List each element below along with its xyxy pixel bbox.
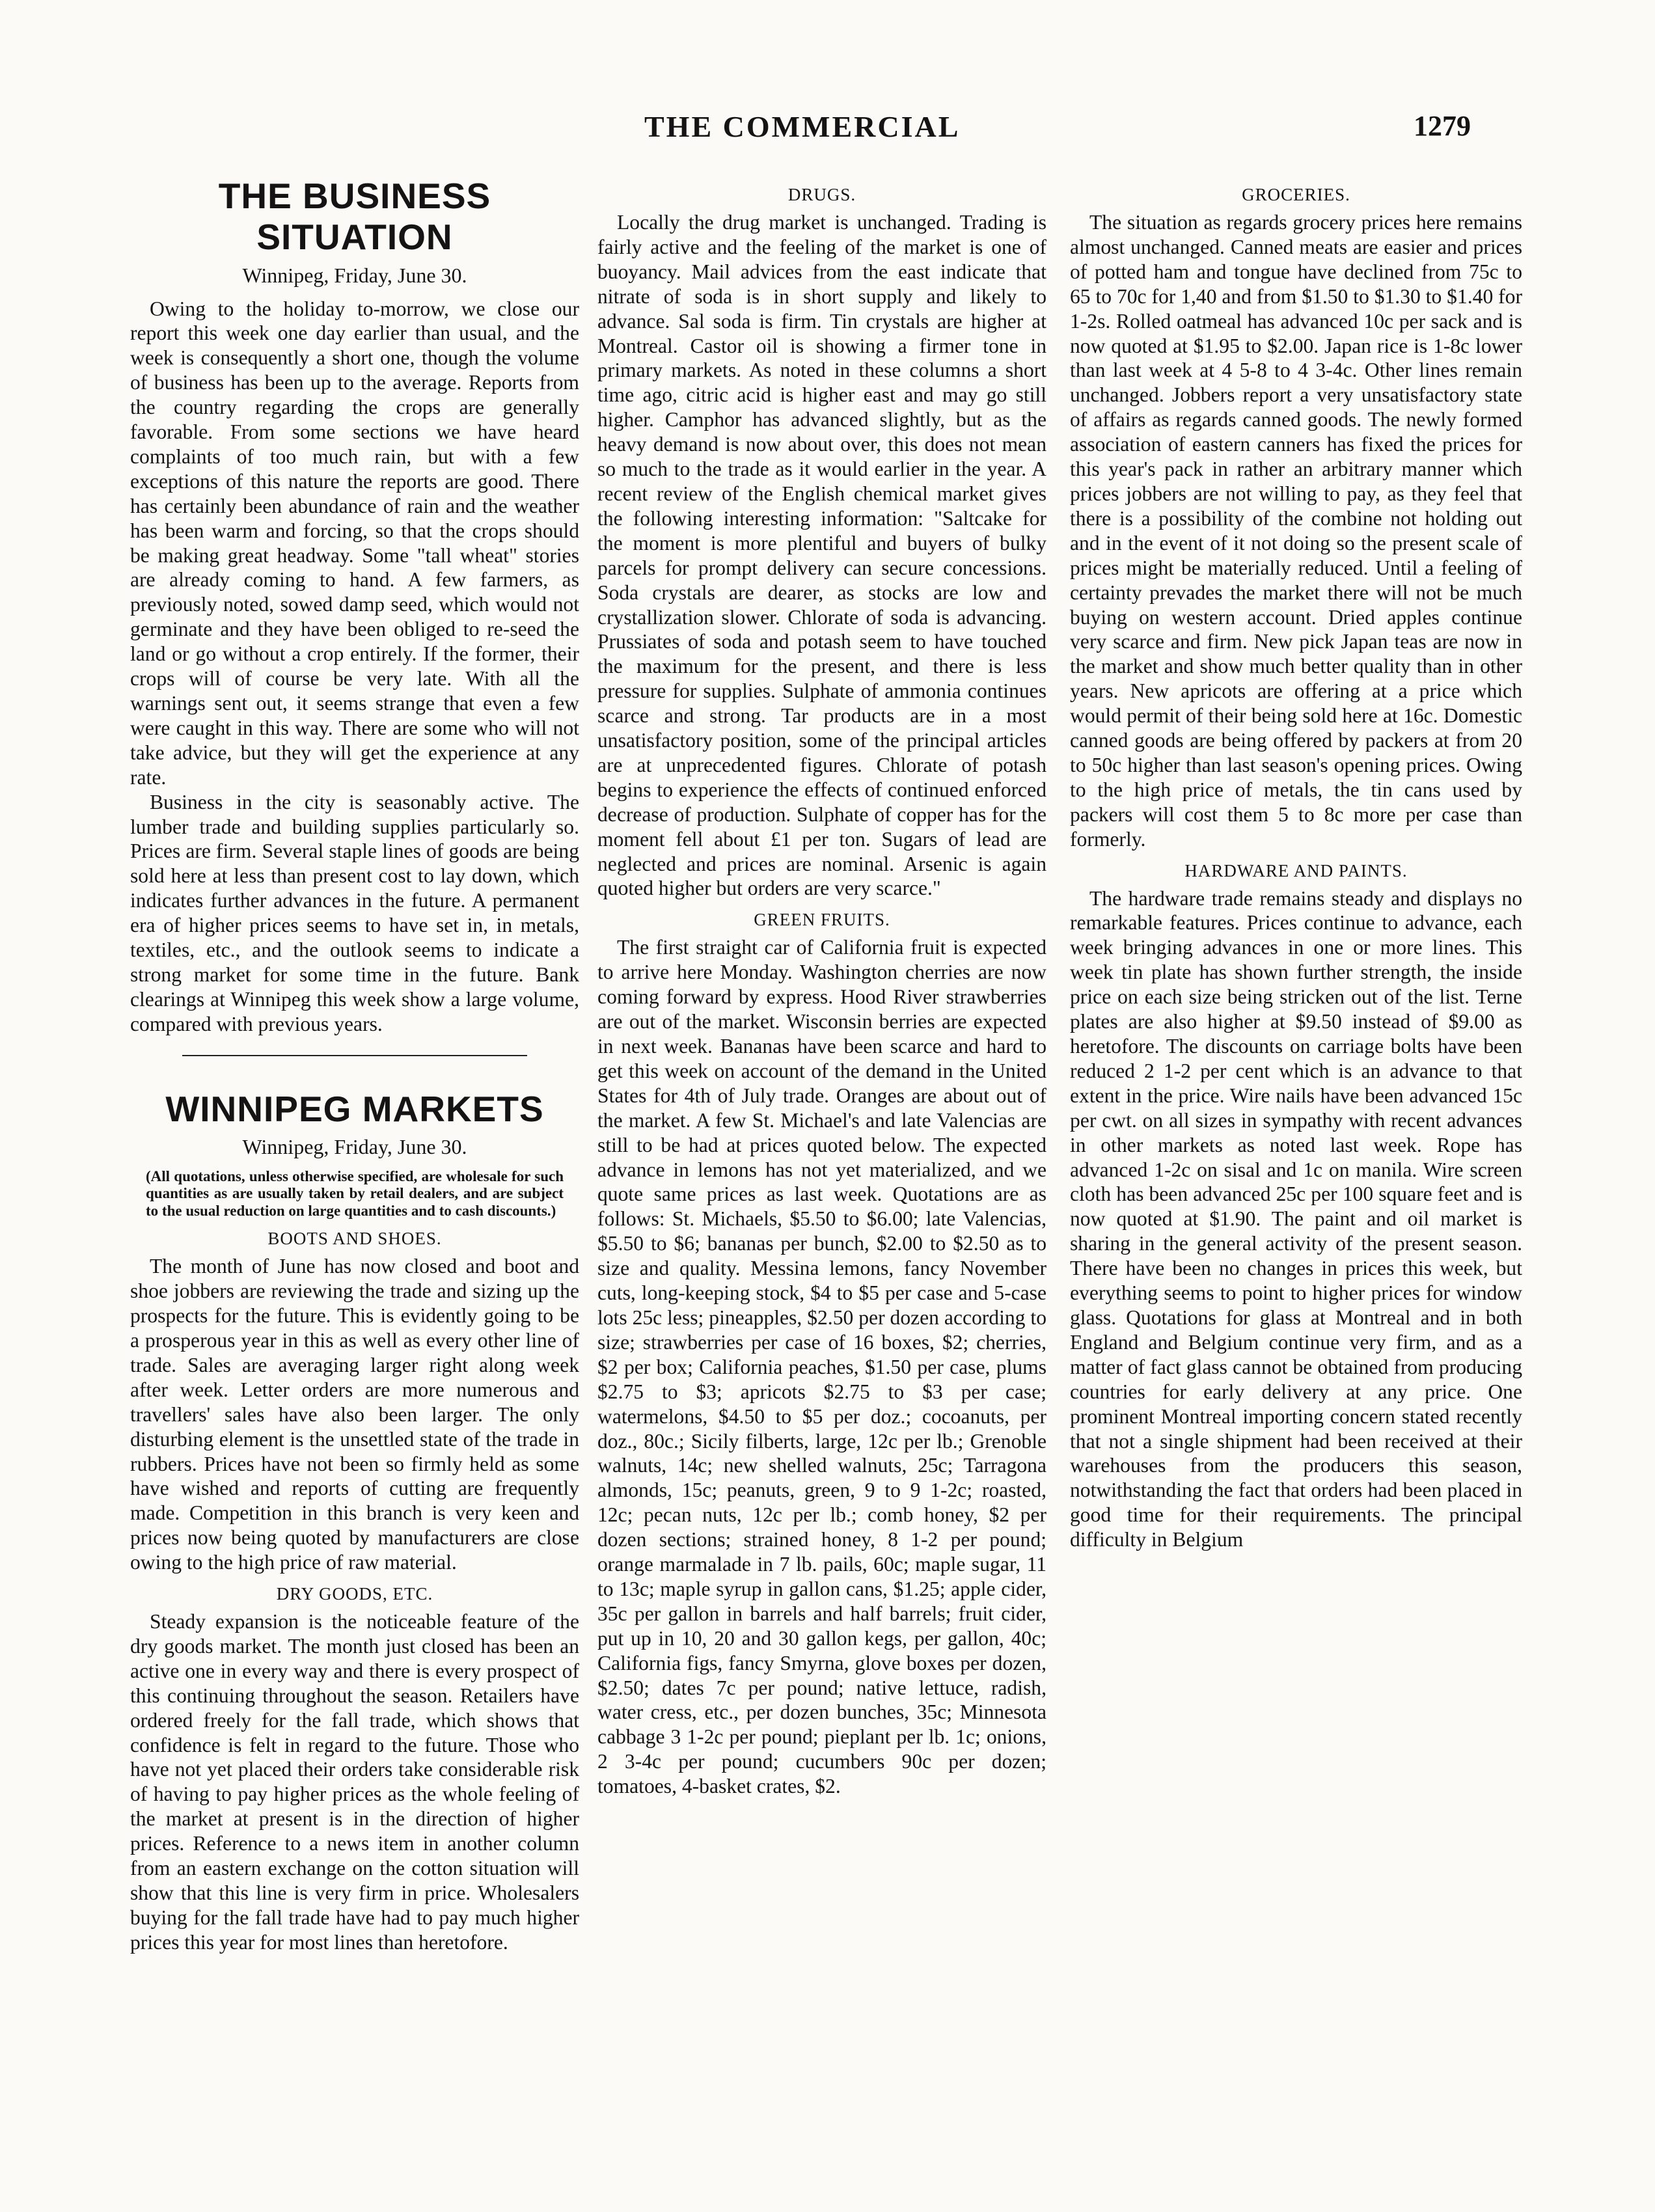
boots-shoes-text: The month of June has now closed and boot and shoe jobbers are reviewing the trade and sizing up the prospects for the future. This is evidently going to be a prosperous year in this as well as every other line of trade. Sales are averaging larger right along week after week. Letter orders are more numerous and travellers' sales have also been larger. The only disturbing element is the unsettled state of the trade in rubbers. Prices have not been so firmly held as some have wished and reports of cutting are frequently made. Competition in this branch is very keen and prices now being quoted by manufacturers are close owing to the high price of raw material.	[130, 1255, 579, 1574]
dry-goods-heading: DRY GOODS, ETC.	[276, 1584, 433, 1604]
publication-title: THE COMMERCIAL	[644, 110, 961, 143]
column-3	[1070, 176, 1522, 2174]
running-header	[0, 109, 1655, 155]
winnipeg-markets-heading: WINNIPEG MARKETS	[165, 1088, 544, 1129]
business-situation-paragraph-2: Business in the city is seasonably active. The lumber trade and building supplies particularly so. Prices are firm. Several staple lines of goods are being sold here at less than present cost to lay down, which indicates further advances in the future. A permanent era of higher prices seems to have set in, in metals, textiles, etc., and the outlook seems to indicate a strong market for some time in the future. Bank clearings at Winnipeg this week show a large volume, compared with previous years.	[130, 790, 579, 1035]
business-situation-heading: THE BUSINESS SITUATION	[218, 176, 491, 258]
boots-shoes-heading: BOOTS AND SHOES.	[267, 1229, 442, 1249]
groceries-text: The situation as regards grocery prices here remains almost unchanged. Canned meats are easier and prices of potted ham and tongue have declined from 75c to 65 to 70c for 1,40 and from $1.50 to $1.30 to $1.40 for 1-2s. Rolled oatmeal has advanced 10c per sack and is now quoted at $1.95 to $2.00. Japan rice is 1-8c lower than last week at 4 5-8 to 4 3-4c. Other lines remain unchanged. Jobbers report a very unsatisfactory state of affairs as regards canned goods. The newly formed association of eastern canners has fixed the prices for this year's pack in rather an arbitrary manner which prices jobbers are not willing to pay, as they feel that there is a possibility of the combine not holding out and in the event of it not doing so the present scale of prices might be materially reduced. Until a feeling of certainty prevades the market there will not be much buying on western account. Dried apples continue very scarce and firm. New pick Japan teas are now in the market and show much better quality than in other years. New apricots are offering at a price which would permit of their being sold here at 16c. Domestic canned goods are being offered by packers at from 20 to 50c higher than last season's opening prices. Owing to the high price of metals, the tin cans used by packers will cost them 5 to 8c more per case than formerly.	[1070, 211, 1522, 851]
business-situation-paragraph-1: Owing to the holiday to-morrow, we close our report this week one day earlier than usual, and the week is consequently a short one, though the volume of business has been up to the average. Reports from the country regarding the crops are generally favorable. From some sections we have heard complaints of too much rain, but with a few exceptions of this nature the reports are good. There has certainly been abundance of rain and the weather has been warm and forcing, so that the crops should be making great headway. Some "tall wheat" stories are already coming to hand. A few farmers, as previously noted, sowed damp seed, which would not germinate and they have been obliged to re-seed the land or go without a crop entirely. If the former, their crops will of course be very late. With all the warnings sent out, it seems strange that even a few were caught in this way. There are some who will not take advice, but they will get the experience at any rate.	[130, 297, 579, 789]
groceries-heading: GROCERIES.	[1242, 185, 1350, 204]
green-fruits-heading: GREEN FRUITS.	[754, 910, 890, 930]
drugs-text: Locally the drug market is unchanged. Trading is fairly active and the feeling of the market is one of buoyancy. Mail advices from the east indicate that nitrate of soda is in short supply and likely to advance. Sal soda is firm. Tin crystals are higher at Montreal. Castor oil is showing a firmer tone in primary markets. As noted in these columns a short time ago, citric acid is higher east and may go still higher. Camphor has advanced slightly, but as the heavy demand is now about over, this does not mean so much to the trade as it would earlier in the year. A recent review of the English chemical market gives the following interesting information: "Saltcake for the moment is more plentiful and buyers of bulky parcels for prompt delivery can secure concessions. Soda crystals are dearer, as stocks are low and crystallization slower. Chlorate of soda is advancing. Prussiates of soda and potash seem to have touched the maximum for the present, and there is less pressure for supplies. Sulphate of ammonia continues scarce and strong. Tar products are in a most unsatisfactory position, some of the principal articles are at unprecedented figures. Chlorate of potash begins to experience the effects of continued enforced decrease of production. Sulphate of copper has for the moment fell about £1 per ton. Sugars of lead are neglected and prices are nominal. Arsenic is again quoted higher but orders are very scarce."	[597, 211, 1046, 900]
business-situation-dateline: Winnipeg, Friday, June 30.	[242, 263, 467, 287]
page-number: 1279	[1414, 110, 1471, 142]
column-2	[597, 176, 1046, 2174]
quotations-note: (All quotations, unless otherwise specified, are wholesale for such quantities as are usually taken by retail dealers, and are subject to the usual reduction on large quantities and to cash discounts.)	[146, 1167, 564, 1219]
column-1	[130, 176, 579, 2174]
dry-goods-text: Steady expansion is the noticeable feature of the dry goods market. The month just closed has been an active one in every way and there is every prospect of this continuing throughout the season. Retailers have ordered freely for the fall trade, which shows that confidence is felt in regard to the future. Those who have not yet placed their orders take considerable risk of having to pay higher prices as the whole feeling of the market at present is in the direction of higher prices. Reference to a news item in another column from an eastern exchange on the cotton situation will show that this line is very firm in price. Wholesalers buying for the fall trade have had to pay much higher prices this year for most lines than heretofore.	[130, 1610, 579, 1954]
section-divider	[182, 1055, 527, 1056]
drugs-heading: DRUGS.	[787, 185, 856, 204]
hardware-paints-text: The hardware trade remains steady and displays no remarkable features. Prices continue to advance, each week bringing advances in one or more lines. This week tin plate has shown further strength, the inside price on each size being stricken out of the list. Terne plates are also higher at $9.50 instead of $9.00 as heretofore. The discounts on carriage bolts have been reduced 2 1-2 per cent which is an advance to that extent in the price. Wire nails have been advanced 15c per cwt. on all sizes in sympathy with recent advances in other markets as noted last week. Rope has advanced 1-2c on sisal and 1c on manila. Wire screen cloth has been advanced 25c per 100 square feet and is now quoted at $1.90. The paint and oil market is sharing in the general activity of the present season. There have been no changes in prices this week, but everything seems to point to higher prices for window glass. Quotations for glass at Montreal and in both England and Belgium continue very firm, and as a matter of fact glass cannot be obtained from producing countries for early delivery at any price. One prominent Montreal importing concern stated recently that not a single shipment had been received at their warehouses from the producers this season, notwithstanding the fact that orders had been placed in good time for their requirements. The principal difficulty in Belgium	[1070, 886, 1522, 1551]
winnipeg-markets-dateline: Winnipeg, Friday, June 30.	[242, 1134, 467, 1158]
hardware-paints-heading: HARDWARE AND PAINTS.	[1184, 860, 1408, 881]
green-fruits-text: The first straight car of California fruit is expected to arrive here Monday. Washington cherries are now coming forward by express. Hood River strawberries are out of the market. Wisconsin berries are expected in next week. Bananas have been scarce and hard to get this week on account of the demand in the United States for 4th of July trade. Oranges are about out of the market. A few St. Michael's and late Valencias are still to be had at prices quoted below. The expected advance in lemons has not yet materialized, and we quote same prices as last week. Quotations are as follows: St. Michaels, $5.50 to $6.00; late Valencias, $5.50 to $6; bananas per bunch, $2.00 to $2.50 as to size and quality. Messina lemons, fancy November cuts, long-keeping stock, $4 to $5 per case and 5-case lots 25c less; pineapples, $2.50 per dozen according to size; strawberries per case of 16 boxes, $2; cherries, $2 per box; California peaches, $1.50 per case, plums $2.75 to $3; apricots $2.75 to $3 per case; watermelons, $4.50 to $5 per doz.; cocoanuts, per doz., 80c.; Sicily filberts, large, 12c per lb.; Grenoble walnuts, 14c; new shelled walnuts, 25c; Tarragona almonds, 15c; peanuts, green, 9 to 9 1-2c; roasted, 12c; pecan nuts, 12c per lb.; comb honey, $2 per dozen sections; strained honey, 8 1-2 per pound; orange marmalade in 7 lb. pails, 60c; maple sugar, 11 to 13c; maple syrup in gallon cans, $1.25; apple cider, 35c per gallon in barrels and half barrels; fruit cider, put up in 10, 20 and 30 gallon kegs, per gallon, 40c; California figs, fancy Smyrna, glove boxes per dozen, $2.50; dates 7c per pound; native lettuce, radish, water cress, etc., per dozen bunches, 35c; Minnesota cabbage 3 1-2c per pound; pieplant per lb. 1c; onions, 2 3-4c per pound; cucumbers 90c per dozen; tomatoes, 4-basket crates, $2.	[597, 936, 1046, 1798]
